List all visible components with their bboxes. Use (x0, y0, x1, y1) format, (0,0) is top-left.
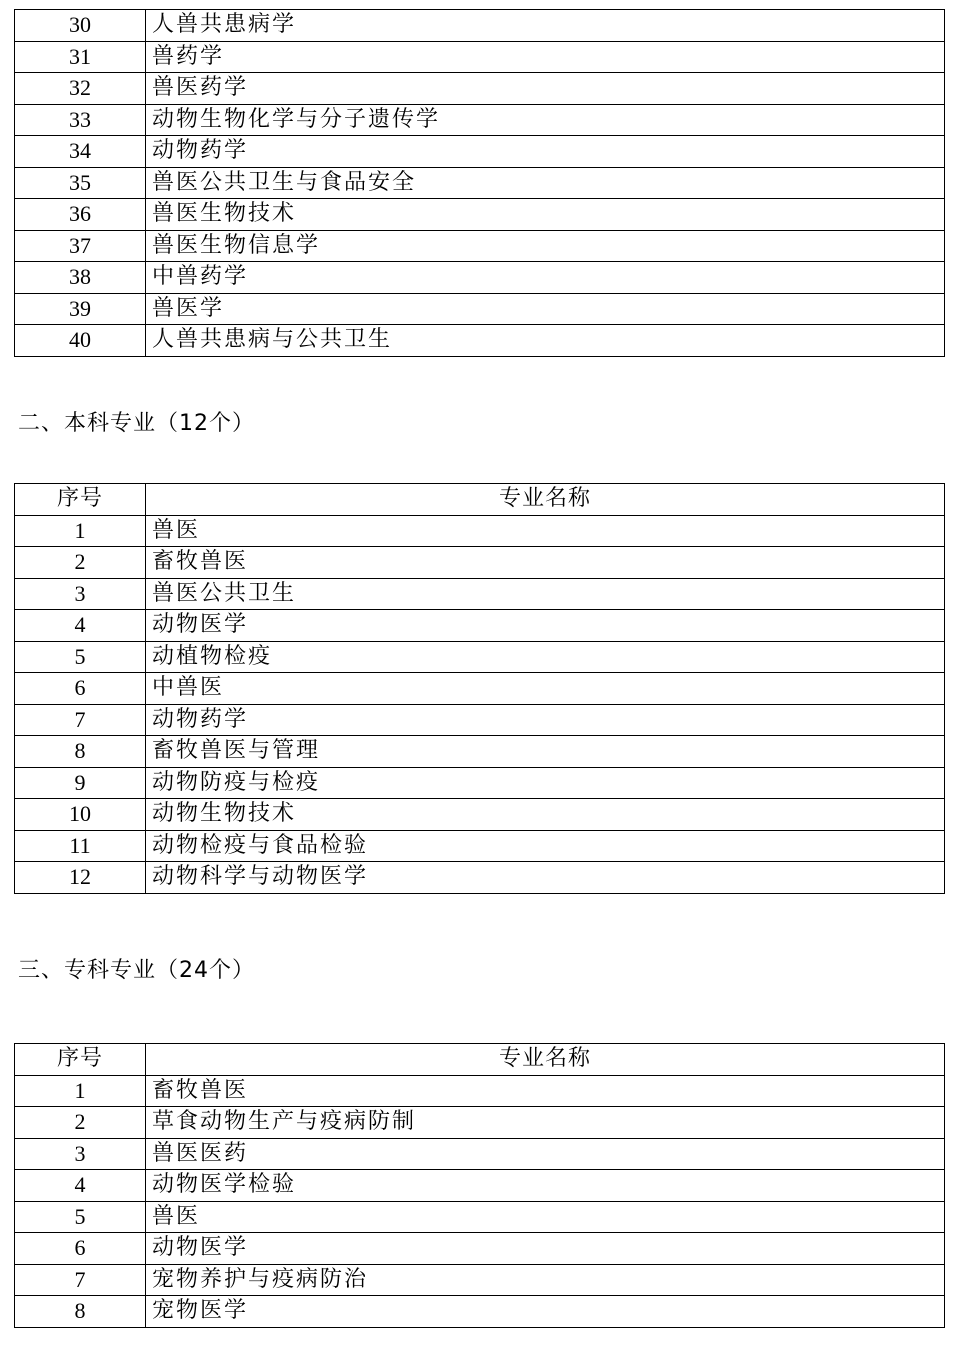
table-row (15, 830, 945, 862)
table-row (15, 1201, 945, 1233)
major-name-cell: 宠物养护与疫病防治 (146, 1264, 945, 1296)
table-row (15, 262, 945, 294)
serial-number-cell: 31 (15, 41, 146, 73)
table-row (15, 1075, 945, 1107)
serial-number-cell: 7 (15, 704, 146, 736)
serial-number-cell: 35 (15, 167, 146, 199)
major-name-cell: 动物医学检验 (146, 1170, 945, 1202)
undergraduate-section-heading: 二、本科专业（12个） (18, 411, 255, 436)
table-row (15, 704, 945, 736)
major-name-cell: 人兽共患病与公共卫生 (146, 325, 945, 357)
table-row (15, 230, 945, 262)
graduate-table-body (15, 10, 945, 357)
serial-number-cell: 3 (15, 578, 146, 610)
table-row (15, 136, 945, 168)
serial-number-cell: 10 (15, 799, 146, 831)
serial-number-cell: 2 (15, 547, 146, 579)
table-header (15, 484, 945, 516)
serial-number-cell: 36 (15, 199, 146, 231)
serial-number-cell: 12 (15, 862, 146, 894)
serial-number-cell: 3 (15, 1138, 146, 1170)
table-row (15, 1107, 945, 1139)
serial-number-cell: 4 (15, 610, 146, 642)
major-name-cell: 动物医学 (146, 610, 945, 642)
major-name-cell: 畜牧兽医 (146, 547, 945, 579)
table-row (15, 10, 945, 42)
major-name-cell: 兽医公共卫生 (146, 578, 945, 610)
major-name-cell: 人兽共患病学 (146, 10, 945, 42)
major-name-cell: 兽医 (146, 1201, 945, 1233)
table-header-row (15, 484, 945, 516)
graduate-majors-table (14, 9, 945, 357)
table-row (15, 199, 945, 231)
major-name-cell: 兽医 (146, 515, 945, 547)
serial-number-cell: 40 (15, 325, 146, 357)
major-name-cell: 动物药学 (146, 704, 945, 736)
table-row (15, 167, 945, 199)
serial-number-cell: 1 (15, 1075, 146, 1107)
major-name-cell: 动物防疫与检疫 (146, 767, 945, 799)
vocational-majors-table (14, 1043, 945, 1328)
major-name-cell: 畜牧兽医与管理 (146, 736, 945, 768)
serial-number-cell: 8 (15, 736, 146, 768)
major-name-cell: 草食动物生产与疫病防制 (146, 1107, 945, 1139)
serial-number-cell: 6 (15, 673, 146, 705)
major-name-cell: 动植物检疫 (146, 641, 945, 673)
table-header-row (15, 1044, 945, 1076)
header-serial-number: 序号 (15, 484, 146, 516)
major-name-cell: 中兽医 (146, 673, 945, 705)
table-header (15, 1044, 945, 1076)
table-row (15, 1296, 945, 1328)
serial-number-cell: 33 (15, 104, 146, 136)
major-name-cell: 中兽药学 (146, 262, 945, 294)
serial-number-cell: 30 (15, 10, 146, 42)
header-major-name: 专业名称 (146, 484, 945, 516)
major-name-cell: 动物检疫与食品检验 (146, 830, 945, 862)
major-name-cell: 畜牧兽医 (146, 1075, 945, 1107)
table-row (15, 736, 945, 768)
major-name-cell: 兽医药学 (146, 73, 945, 105)
major-name-cell: 动物生物化学与分子遗传学 (146, 104, 945, 136)
major-name-cell: 兽药学 (146, 41, 945, 73)
serial-number-cell: 2 (15, 1107, 146, 1139)
table-row (15, 515, 945, 547)
serial-number-cell: 1 (15, 515, 146, 547)
table-row (15, 1138, 945, 1170)
table-row (15, 641, 945, 673)
undergraduate-table-body (15, 515, 945, 893)
table-row (15, 547, 945, 579)
major-name-cell: 动物药学 (146, 136, 945, 168)
header-serial-number: 序号 (15, 1044, 146, 1076)
major-name-cell: 动物生物技术 (146, 799, 945, 831)
table-row (15, 104, 945, 136)
table-row (15, 578, 945, 610)
table-row (15, 325, 945, 357)
table-row (15, 41, 945, 73)
major-name-cell: 兽医生物技术 (146, 199, 945, 231)
major-name-cell: 动物科学与动物医学 (146, 862, 945, 894)
table-row (15, 610, 945, 642)
undergraduate-majors-table (14, 483, 945, 894)
table-row (15, 293, 945, 325)
serial-number-cell: 11 (15, 830, 146, 862)
serial-number-cell: 38 (15, 262, 146, 294)
serial-number-cell: 32 (15, 73, 146, 105)
major-name-cell: 兽医公共卫生与食品安全 (146, 167, 945, 199)
table-row (15, 862, 945, 894)
serial-number-cell: 8 (15, 1296, 146, 1328)
serial-number-cell: 5 (15, 641, 146, 673)
serial-number-cell: 39 (15, 293, 146, 325)
header-major-name: 专业名称 (146, 1044, 945, 1076)
major-name-cell: 兽医生物信息学 (146, 230, 945, 262)
major-name-cell: 宠物医学 (146, 1296, 945, 1328)
serial-number-cell: 37 (15, 230, 146, 262)
major-name-cell: 兽医医药 (146, 1138, 945, 1170)
serial-number-cell: 7 (15, 1264, 146, 1296)
table-row (15, 73, 945, 105)
table-row (15, 673, 945, 705)
serial-number-cell: 5 (15, 1201, 146, 1233)
table-row (15, 1233, 945, 1265)
major-name-cell: 动物医学 (146, 1233, 945, 1265)
vocational-table-body (15, 1075, 945, 1327)
serial-number-cell: 9 (15, 767, 146, 799)
serial-number-cell: 34 (15, 136, 146, 168)
table-row (15, 1264, 945, 1296)
serial-number-cell: 6 (15, 1233, 146, 1265)
vocational-section-heading: 三、专科专业（24个） (18, 958, 255, 983)
table-row (15, 799, 945, 831)
major-name-cell: 兽医学 (146, 293, 945, 325)
table-row (15, 1170, 945, 1202)
table-row (15, 767, 945, 799)
serial-number-cell: 4 (15, 1170, 146, 1202)
